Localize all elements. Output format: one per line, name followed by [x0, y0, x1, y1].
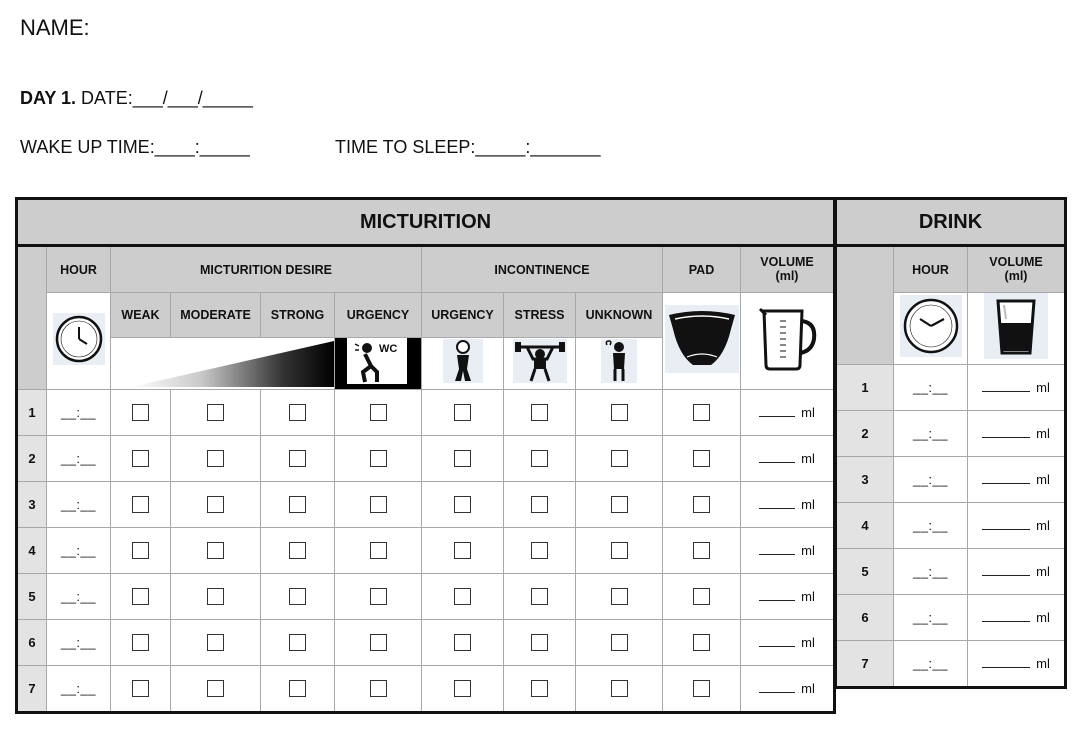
desire-intensity-cell — [111, 338, 335, 390]
ml-unit: ml — [801, 451, 815, 466]
hour-field[interactable]: __:__ — [47, 574, 111, 620]
stress-checkbox[interactable] — [531, 496, 548, 513]
drink-row — [836, 503, 1066, 549]
drink-row-number: 6 — [836, 595, 894, 641]
day-date-line — [20, 88, 253, 109]
volume-field[interactable] — [741, 620, 835, 666]
urgency-icon-cell — [335, 338, 422, 390]
strong-checkbox[interactable] — [289, 634, 306, 651]
strong-checkbox-cell — [261, 620, 335, 666]
stress-checkbox[interactable] — [531, 588, 548, 605]
weak-checkbox[interactable] — [132, 450, 149, 467]
stress-icon — [513, 339, 567, 383]
micturition-row — [17, 436, 835, 482]
hour-field[interactable]: __:__ — [47, 620, 111, 666]
strong-checkbox[interactable] — [289, 450, 306, 467]
ml-unit: ml — [801, 497, 815, 512]
incontinence-urgency-icon — [443, 339, 483, 383]
drink-volume-header — [968, 246, 1066, 293]
pad-checkbox[interactable] — [693, 450, 710, 467]
row-number: 6 — [17, 620, 47, 666]
clock-icon — [53, 313, 105, 365]
incont-urgency-checkbox-cell — [422, 620, 504, 666]
moderate-checkbox[interactable] — [207, 542, 224, 559]
unknown-checkbox[interactable] — [611, 404, 628, 421]
pad-checkbox[interactable] — [693, 496, 710, 513]
row-number-header — [17, 246, 47, 390]
volume-field[interactable] — [741, 390, 835, 436]
stress-checkbox-cell — [504, 528, 576, 574]
pad-checkbox-cell — [663, 390, 741, 436]
unknown-checkbox[interactable] — [611, 496, 628, 513]
drink-hour-field[interactable]: __:__ — [894, 641, 968, 688]
drink-volume-blank[interactable] — [982, 427, 1030, 438]
incont-urgency-checkbox-cell — [422, 436, 504, 482]
unknown-checkbox-cell — [576, 574, 663, 620]
drink-row — [836, 365, 1066, 411]
drink-hour-field[interactable]: __:__ — [894, 457, 968, 503]
strong-checkbox[interactable] — [289, 404, 306, 421]
moderate-checkbox-cell — [171, 390, 261, 436]
drink-hour-field[interactable]: __:__ — [894, 411, 968, 457]
pad-checkbox[interactable] — [693, 542, 710, 559]
drink-volume-blank[interactable] — [982, 473, 1030, 484]
incont-urgency-checkbox[interactable] — [454, 634, 471, 651]
urgency-checkbox-cell — [335, 528, 422, 574]
micturition-row — [17, 528, 835, 574]
drink-volume-field[interactable] — [968, 503, 1066, 549]
micturition-row — [17, 620, 835, 666]
unknown-checkbox-cell — [576, 528, 663, 574]
incont-urgency-checkbox-cell — [422, 482, 504, 528]
strong-checkbox-cell — [261, 666, 335, 713]
row-number: 2 — [17, 436, 47, 482]
micturition-row — [17, 666, 835, 713]
weak-checkbox-cell — [111, 482, 171, 528]
desire-strong-header: STRONG — [261, 293, 335, 338]
micturition-row — [17, 482, 835, 528]
ml-unit: ml — [801, 589, 815, 604]
weak-checkbox-cell — [111, 528, 171, 574]
strong-checkbox[interactable] — [289, 542, 306, 559]
strong-checkbox-cell — [261, 390, 335, 436]
pad-checkbox[interactable] — [693, 404, 710, 421]
wake-up-time-field[interactable]: WAKE UP TIME:____:_____ — [20, 137, 250, 157]
urgency-checkbox-cell — [335, 620, 422, 666]
moderate-checkbox[interactable] — [207, 680, 224, 697]
urgency-checkbox[interactable] — [370, 496, 387, 513]
weak-checkbox-cell — [111, 390, 171, 436]
glass-icon — [984, 293, 1048, 359]
urgency-checkbox-cell — [335, 436, 422, 482]
volume-blank[interactable] — [759, 682, 795, 693]
date-field[interactable]: DATE:___/___/_____ — [76, 88, 253, 108]
strong-checkbox[interactable] — [289, 588, 306, 605]
drink-volume-unit: (ml) — [1004, 268, 1028, 283]
pad-checkbox[interactable] — [693, 680, 710, 697]
moderate-checkbox-cell — [171, 574, 261, 620]
moderate-checkbox[interactable] — [207, 588, 224, 605]
moderate-checkbox-cell — [171, 666, 261, 713]
unknown-checkbox[interactable] — [611, 634, 628, 651]
hour-field[interactable]: __:__ — [47, 482, 111, 528]
drink-row — [836, 595, 1066, 641]
pad-checkbox[interactable] — [693, 634, 710, 651]
drink-row-number: 3 — [836, 457, 894, 503]
volume-blank[interactable] — [759, 544, 795, 555]
micturition-row — [17, 390, 835, 436]
volume-field[interactable] — [741, 528, 835, 574]
hour-field[interactable]: __:__ — [47, 436, 111, 482]
pad-checkbox-cell — [663, 620, 741, 666]
drink-hour-header: HOUR — [894, 246, 968, 293]
diaper-icon — [665, 305, 739, 373]
hour-field[interactable]: __:__ — [47, 528, 111, 574]
drink-volume-icon-cell — [968, 293, 1066, 365]
pad-checkbox-cell — [663, 482, 741, 528]
incont-urgency-checkbox[interactable] — [454, 542, 471, 559]
moderate-checkbox-cell — [171, 482, 261, 528]
drink-volume-field[interactable] — [968, 641, 1066, 688]
row-number: 4 — [17, 528, 47, 574]
ml-unit: ml — [801, 543, 815, 558]
urgency-checkbox-cell — [335, 390, 422, 436]
moderate-checkbox-cell — [171, 620, 261, 666]
micturition-table — [15, 197, 836, 714]
hour-field[interactable]: __:__ — [47, 390, 111, 436]
stress-checkbox-cell — [504, 666, 576, 713]
incont-urgency-checkbox-cell — [422, 390, 504, 436]
measuring-jug-icon — [752, 303, 822, 375]
incont-urgency-checkbox-cell — [422, 666, 504, 713]
drink-volume-blank[interactable] — [982, 565, 1030, 576]
drink-hour-field[interactable]: __:__ — [894, 503, 968, 549]
drink-row — [836, 549, 1066, 595]
urgency-checkbox[interactable] — [370, 634, 387, 651]
drink-ml-unit: ml — [1036, 656, 1050, 671]
urgency-checkbox-cell — [335, 482, 422, 528]
drink-row-number: 7 — [836, 641, 894, 688]
unknown-icon-cell — [576, 338, 663, 390]
volume-unit: (ml) — [775, 268, 799, 283]
desire-weak-header: WEAK — [111, 293, 171, 338]
volume-field[interactable] — [741, 436, 835, 482]
pad-checkbox-cell — [663, 436, 741, 482]
incontinence-urgency-header: URGENCY — [422, 293, 504, 338]
pad-checkbox-cell — [663, 666, 741, 713]
hour-icon-cell — [47, 293, 111, 390]
stress-checkbox-cell — [504, 620, 576, 666]
volume-field[interactable] — [741, 666, 835, 713]
unknown-checkbox[interactable] — [611, 542, 628, 559]
weak-checkbox[interactable] — [132, 496, 149, 513]
incont-urgency-checkbox-cell — [422, 574, 504, 620]
pad-header: PAD — [663, 246, 741, 293]
drink-ml-unit: ml — [1036, 426, 1050, 441]
stress-checkbox-cell — [504, 574, 576, 620]
volume-header — [741, 246, 835, 293]
incont-urgency-checkbox-cell — [422, 528, 504, 574]
incont-urgency-checkbox[interactable] — [454, 588, 471, 605]
weak-checkbox-cell — [111, 666, 171, 713]
volume-blank[interactable] — [759, 452, 795, 463]
weak-checkbox[interactable] — [132, 404, 149, 421]
time-to-sleep-field[interactable]: TIME TO SLEEP:_____:_______ — [335, 137, 601, 157]
drink-row — [836, 411, 1066, 457]
unknown-checkbox-cell — [576, 620, 663, 666]
drink-row-number: 1 — [836, 365, 894, 411]
weak-checkbox[interactable] — [132, 680, 149, 697]
strong-checkbox[interactable] — [289, 496, 306, 513]
drink-volume-blank[interactable] — [982, 611, 1030, 622]
drink-volume-field[interactable] — [968, 457, 1066, 503]
incontinence-stress-header: STRESS — [504, 293, 576, 338]
urgency-checkbox-cell — [335, 666, 422, 713]
unknown-checkbox-cell — [576, 666, 663, 713]
drink-volume-field[interactable] — [968, 365, 1066, 411]
drink-hour-icon-cell — [894, 293, 968, 365]
urgency-checkbox[interactable] — [370, 680, 387, 697]
unknown-checkbox-cell — [576, 390, 663, 436]
moderate-checkbox-cell — [171, 436, 261, 482]
stress-checkbox[interactable] — [531, 680, 548, 697]
volume-blank[interactable] — [759, 590, 795, 601]
weak-checkbox-cell — [111, 574, 171, 620]
row-number: 7 — [17, 666, 47, 713]
stress-checkbox[interactable] — [531, 404, 548, 421]
drink-row-number-header — [836, 246, 894, 365]
weak-checkbox[interactable] — [132, 542, 149, 559]
urgency-checkbox[interactable] — [370, 588, 387, 605]
ml-unit: ml — [801, 681, 815, 696]
stress-checkbox[interactable] — [531, 634, 548, 651]
drink-row — [836, 457, 1066, 503]
drink-volume-blank[interactable] — [982, 381, 1030, 392]
day-label: DAY 1. — [20, 88, 77, 108]
moderate-checkbox[interactable] — [207, 634, 224, 651]
drink-volume-blank[interactable] — [982, 519, 1030, 530]
drink-table — [834, 197, 1067, 689]
weak-checkbox-cell — [111, 436, 171, 482]
urgency-person-icon — [335, 338, 421, 384]
drink-ml-unit: ml — [1036, 380, 1050, 395]
incontinence-header: INCONTINENCE — [422, 246, 663, 293]
stress-icon-cell — [504, 338, 576, 390]
unknown-checkbox-cell — [576, 436, 663, 482]
volume-label: VOLUME — [760, 255, 814, 270]
urgency-checkbox[interactable] — [370, 450, 387, 467]
unknown-icon — [601, 339, 637, 383]
stress-checkbox-cell — [504, 482, 576, 528]
pad-checkbox-cell — [663, 574, 741, 620]
volume-blank[interactable] — [759, 498, 795, 509]
drink-row-number: 4 — [836, 503, 894, 549]
moderate-checkbox-cell — [171, 528, 261, 574]
unknown-checkbox[interactable] — [611, 588, 628, 605]
desire-urgency-header: URGENCY — [335, 293, 422, 338]
drink-row-number: 2 — [836, 411, 894, 457]
pad-checkbox[interactable] — [693, 588, 710, 605]
urgency-checkbox-cell — [335, 574, 422, 620]
row-number: 1 — [17, 390, 47, 436]
volume-blank[interactable] — [759, 406, 795, 417]
drink-ml-unit: ml — [1036, 472, 1050, 487]
strong-checkbox-cell — [261, 436, 335, 482]
stress-checkbox[interactable] — [531, 450, 548, 467]
micturition-title: MICTURITION — [17, 199, 835, 246]
clock-icon — [900, 295, 962, 357]
volume-blank[interactable] — [759, 636, 795, 647]
ml-unit: ml — [801, 635, 815, 650]
incontinence-urgency-icon-cell — [422, 338, 504, 390]
urgency-checkbox[interactable] — [370, 542, 387, 559]
drink-volume-label: VOLUME — [989, 255, 1043, 270]
incont-urgency-checkbox[interactable] — [454, 450, 471, 467]
drink-row — [836, 641, 1066, 688]
volume-icon-cell — [741, 293, 835, 390]
weak-checkbox[interactable] — [132, 634, 149, 651]
drink-volume-field[interactable] — [968, 411, 1066, 457]
drink-volume-blank[interactable] — [982, 657, 1030, 668]
strong-checkbox-cell — [261, 528, 335, 574]
pad-checkbox-cell — [663, 528, 741, 574]
drink-hour-field[interactable]: __:__ — [894, 549, 968, 595]
drink-ml-unit: ml — [1036, 564, 1050, 579]
incont-urgency-checkbox[interactable] — [454, 404, 471, 421]
hour-header: HOUR — [47, 246, 111, 293]
ml-unit: ml — [801, 405, 815, 420]
drink-row-number: 5 — [836, 549, 894, 595]
stress-checkbox[interactable] — [531, 542, 548, 559]
weak-checkbox-cell — [111, 620, 171, 666]
wc-label: WC — [379, 343, 398, 355]
incont-urgency-checkbox[interactable] — [454, 496, 471, 513]
desire-intensity-wedge — [111, 341, 334, 387]
stress-checkbox-cell — [504, 390, 576, 436]
drink-volume-field[interactable] — [968, 549, 1066, 595]
weak-checkbox[interactable] — [132, 588, 149, 605]
pad-icon-cell — [663, 293, 741, 390]
drink-ml-unit: ml — [1036, 518, 1050, 533]
hour-field[interactable]: __:__ — [47, 666, 111, 713]
stress-checkbox-cell — [504, 436, 576, 482]
unknown-checkbox[interactable] — [611, 450, 628, 467]
desire-moderate-header: MODERATE — [171, 293, 261, 338]
strong-checkbox[interactable] — [289, 680, 306, 697]
moderate-checkbox[interactable] — [207, 450, 224, 467]
moderate-checkbox[interactable] — [207, 404, 224, 421]
volume-field[interactable] — [741, 482, 835, 528]
incont-urgency-checkbox[interactable] — [454, 680, 471, 697]
drink-hour-field[interactable]: __:__ — [894, 595, 968, 641]
name-label: NAME: — [20, 15, 90, 40]
strong-checkbox-cell — [261, 574, 335, 620]
drink-volume-field[interactable] — [968, 595, 1066, 641]
drink-hour-field[interactable]: __:__ — [894, 365, 968, 411]
row-number: 5 — [17, 574, 47, 620]
micturition-desire-header: MICTURITION DESIRE — [111, 246, 422, 293]
volume-field[interactable] — [741, 574, 835, 620]
row-number: 3 — [17, 482, 47, 528]
moderate-checkbox[interactable] — [207, 496, 224, 513]
urgency-checkbox[interactable] — [370, 404, 387, 421]
unknown-checkbox-cell — [576, 482, 663, 528]
strong-checkbox-cell — [261, 482, 335, 528]
incontinence-unknown-header: UNKNOWN — [576, 293, 663, 338]
unknown-checkbox[interactable] — [611, 680, 628, 697]
drink-ml-unit: ml — [1036, 610, 1050, 625]
drink-title: DRINK — [836, 199, 1066, 246]
micturition-row — [17, 574, 835, 620]
